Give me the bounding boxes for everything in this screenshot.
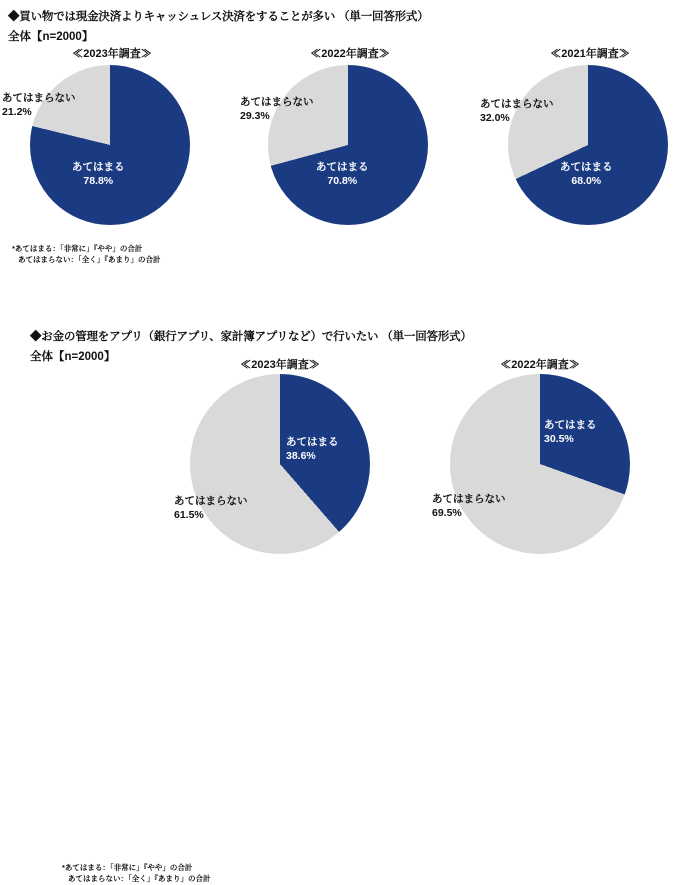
section1-subtitle: 全体【n=2000】 bbox=[8, 31, 94, 43]
chart-title-2023-app: ≪2023年調査≫ bbox=[240, 359, 320, 371]
label-text: あてはまらない bbox=[432, 493, 506, 505]
label-applies-2022-cashless bbox=[316, 160, 369, 188]
label-value: 21.2% bbox=[2, 106, 32, 119]
label-applies-2021-cashless bbox=[560, 160, 613, 188]
label-applies-2023-cashless bbox=[72, 160, 125, 188]
label-not-applies-2022-app bbox=[432, 492, 506, 520]
label-applies-2022-app bbox=[544, 418, 597, 446]
section1-footnote bbox=[12, 243, 161, 266]
section2-subtitle: 全体【n=2000】 bbox=[30, 351, 116, 363]
chart-title-2023-cashless: ≪2023年調査≫ bbox=[72, 48, 152, 60]
label-value: 30.5% bbox=[544, 433, 574, 446]
pie-graphic bbox=[190, 374, 370, 554]
section2-title: ◆お金の管理をアプリ（銀行アプリ、家計簿アプリなど）で行いたい （単一回答形式） bbox=[30, 331, 472, 343]
label-value: 69.5% bbox=[432, 507, 462, 520]
label-value: 38.6% bbox=[286, 450, 316, 463]
label-value: 70.8% bbox=[327, 175, 358, 188]
section1-title: ◆買い物では現金決済よりキャッシュレス決済をすることが多い （単一回答形式） bbox=[8, 11, 429, 23]
footnote-line-2: あてはまらない：「全く」『あまり」の合計 bbox=[68, 874, 211, 884]
label-text: あてはまらない bbox=[240, 96, 314, 108]
footnote-line-1: *あてはまる：「非常に」『やや」の合計 bbox=[62, 863, 193, 872]
label-not-applies-2021-cashless bbox=[480, 97, 554, 125]
chart-title-2022-app: ≪2022年調査≫ bbox=[500, 359, 580, 371]
pie-chart-2022-cashless bbox=[240, 65, 428, 225]
pie-graphic bbox=[268, 65, 428, 225]
footnote-line-2: あてはまらない：「全く」『あまり」の合計 bbox=[18, 255, 161, 265]
label-value: 78.8% bbox=[83, 175, 114, 188]
chart-title-2022-cashless: ≪2022年調査≫ bbox=[310, 48, 390, 60]
chart-title-2021-cashless: ≪2021年調査≫ bbox=[550, 48, 630, 60]
label-text: あてはまる bbox=[72, 161, 125, 173]
label-not-applies-2023-cashless bbox=[2, 91, 76, 119]
label-value: 32.0% bbox=[480, 112, 510, 125]
label-applies-2023-app bbox=[286, 435, 339, 463]
label-text: あてはまらない bbox=[480, 98, 554, 110]
label-text: あてはまる bbox=[286, 436, 339, 448]
label-value: 61.5% bbox=[174, 509, 204, 522]
label-text: あてはまる bbox=[316, 161, 369, 173]
footnote-line-1: *あてはまる：「非常に」『やや」の合計 bbox=[12, 244, 143, 253]
label-text: あてはまる bbox=[560, 161, 613, 173]
pie-graphic bbox=[30, 65, 190, 225]
label-text: あてはまらない bbox=[174, 495, 248, 507]
label-value: 68.0% bbox=[571, 175, 602, 188]
pie-graphic bbox=[508, 65, 668, 225]
label-value: 29.3% bbox=[240, 110, 270, 123]
label-text: あてはまる bbox=[544, 419, 597, 431]
pie-chart-2021-cashless bbox=[480, 65, 668, 225]
section2-footnote bbox=[62, 862, 211, 885]
pie-chart-2023-cashless bbox=[2, 65, 190, 225]
pie-graphic bbox=[450, 374, 630, 554]
label-not-applies-2022-cashless bbox=[240, 95, 314, 123]
label-not-applies-2023-app bbox=[174, 494, 248, 522]
label-text: あてはまらない bbox=[2, 92, 76, 104]
pie-chart-2022-app bbox=[432, 374, 630, 554]
pie-chart-2023-app bbox=[174, 374, 370, 554]
